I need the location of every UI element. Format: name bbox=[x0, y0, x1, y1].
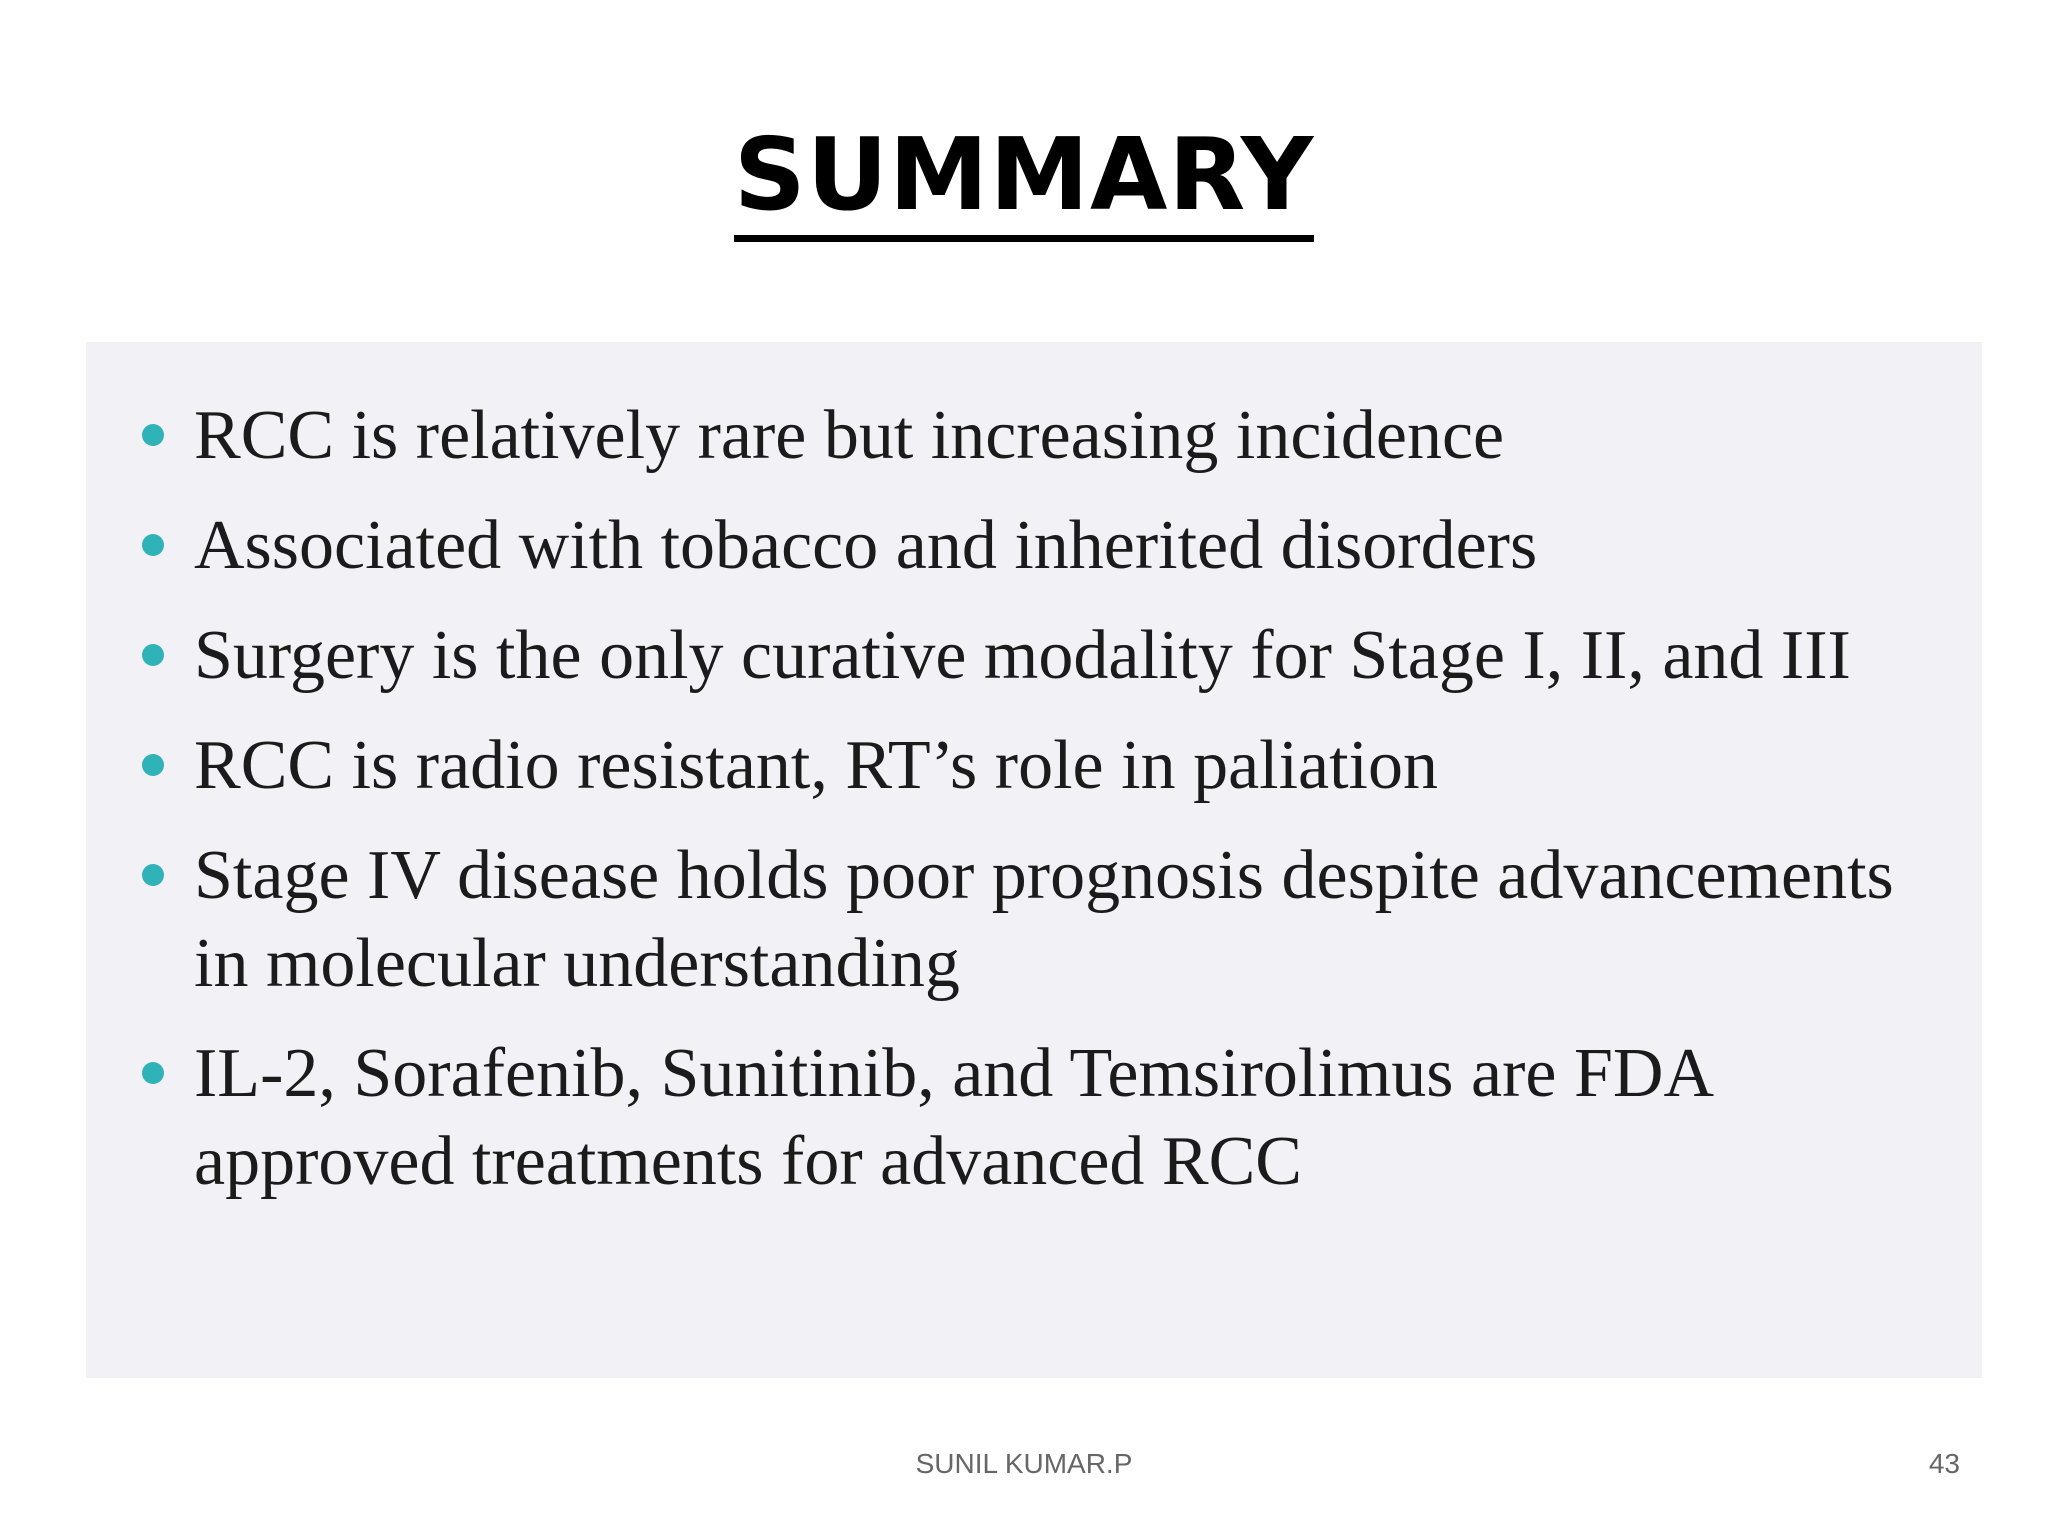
bullet-dot-icon bbox=[142, 864, 164, 886]
bullet-item bbox=[142, 722, 1952, 810]
footer-author: SUNIL KUMAR.P bbox=[915, 1448, 1133, 1479]
bullet-dot-icon bbox=[142, 754, 164, 776]
bullet-list bbox=[142, 392, 1952, 1228]
page-number: 43 bbox=[1928, 1448, 1960, 1479]
bullet-item bbox=[142, 502, 1952, 590]
bullet-text: Associated with tobacco and inherited disorders bbox=[194, 507, 1538, 584]
bullet-text: Stage IV disease holds poor prognosis despite advancements in molecular understanding bbox=[194, 837, 1894, 1002]
bullet-item bbox=[142, 832, 1952, 1008]
slide-title bbox=[0, 116, 2048, 233]
bullet-item bbox=[142, 1030, 1952, 1206]
slide-title-text: SUMMARY bbox=[734, 116, 1315, 242]
bullet-dot-icon bbox=[142, 1062, 164, 1084]
bullet-dot-icon bbox=[142, 424, 164, 446]
bullet-item bbox=[142, 612, 1952, 700]
content-panel bbox=[86, 342, 1982, 1378]
bullet-dot-icon bbox=[142, 644, 164, 666]
bullet-text: IL-2, Sorafenib, Sunitinib, and Temsirolimus are FDA approved treatments for advanced RCC bbox=[194, 1035, 1711, 1200]
bullet-text: RCC is relatively rare but increasing incidence bbox=[194, 397, 1505, 474]
bullet-dot-icon bbox=[142, 534, 164, 556]
bullet-text: Surgery is the only curative modality for Stage I, II, and III bbox=[194, 617, 1851, 694]
bullet-item bbox=[142, 392, 1952, 480]
bullet-text: RCC is radio resistant, RT’s role in paliation bbox=[194, 727, 1439, 804]
